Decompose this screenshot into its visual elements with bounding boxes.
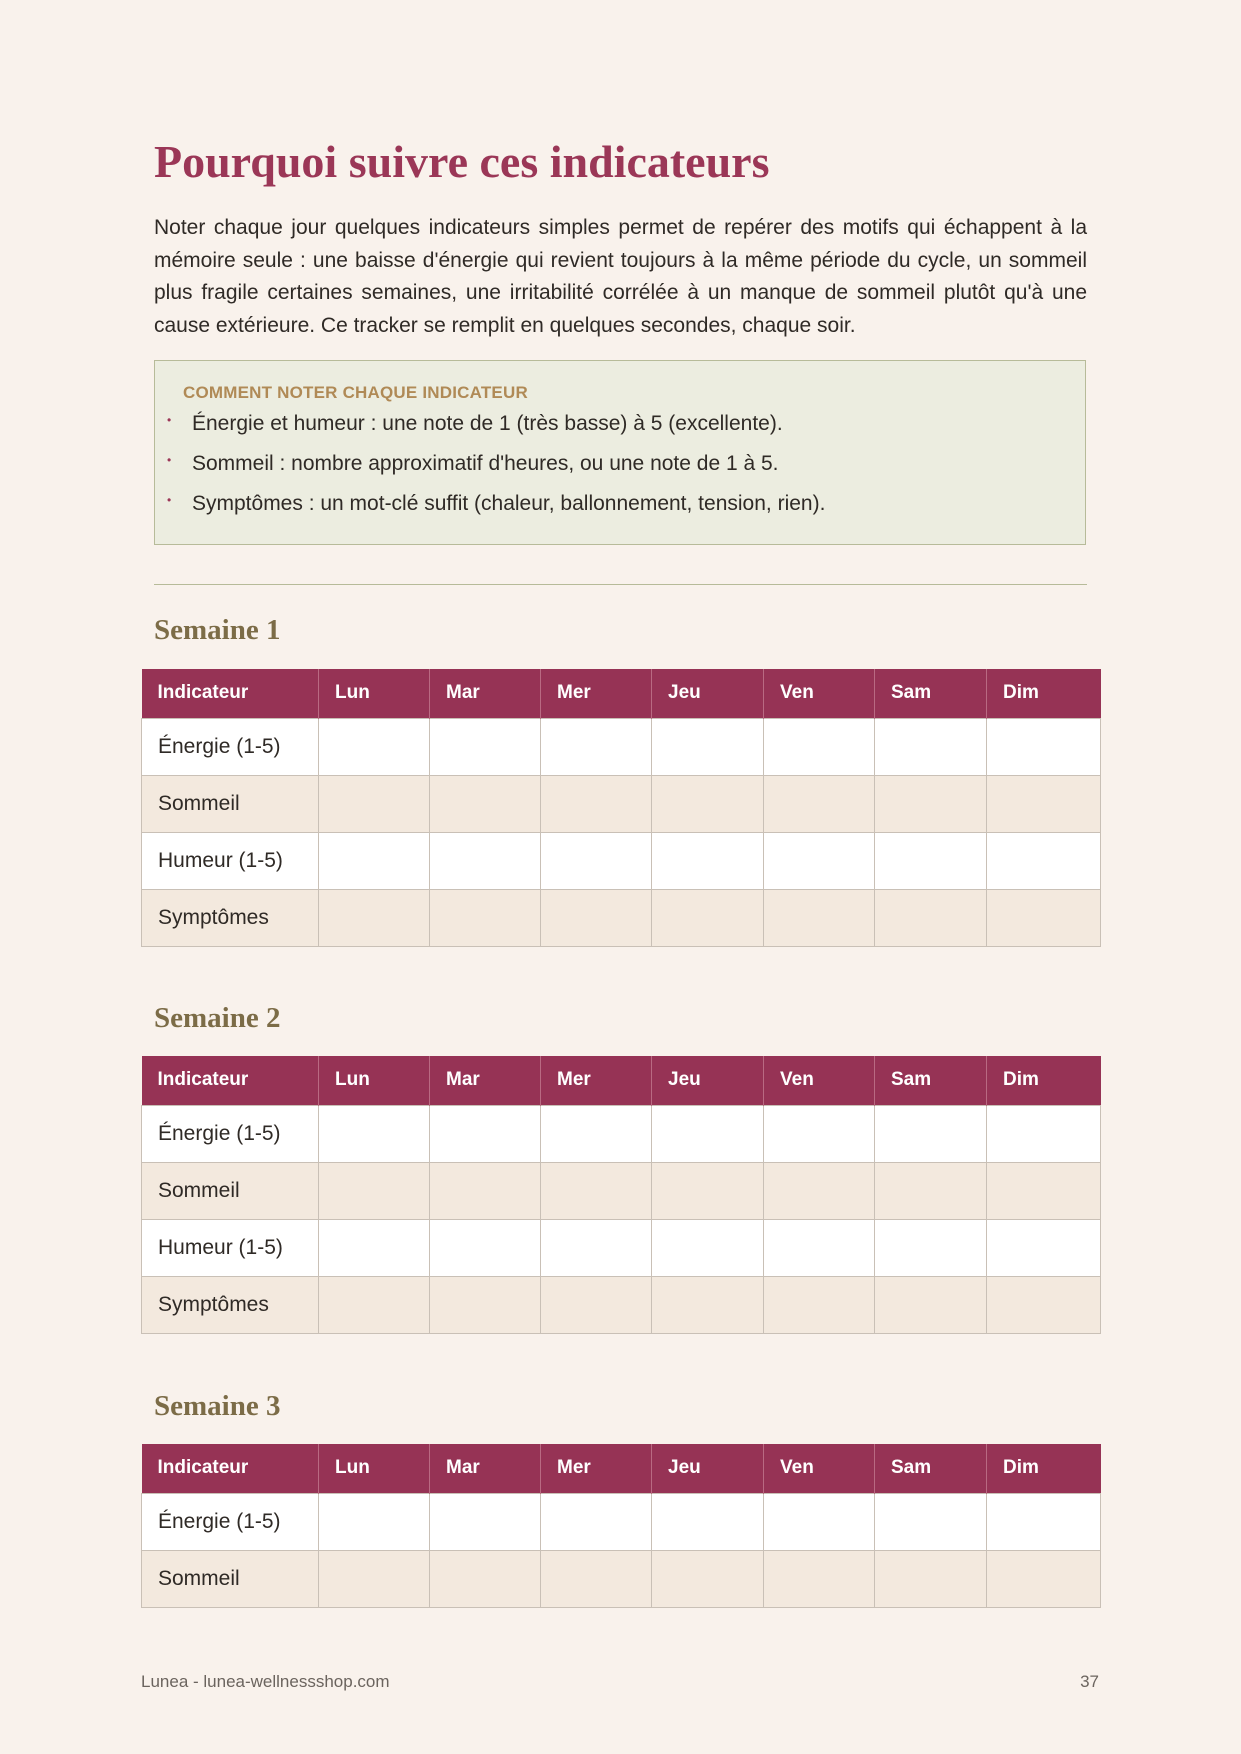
indicator-label: Humeur (1-5) — [142, 1219, 319, 1276]
bullet-icon: • — [167, 493, 172, 507]
day-entry-cell[interactable] — [430, 1493, 541, 1550]
day-entry-cell[interactable] — [987, 1550, 1101, 1607]
bullet-icon: • — [167, 413, 172, 427]
page-title: Pourquoi suivre ces indicateurs — [154, 136, 770, 187]
day-entry-cell[interactable] — [764, 1550, 875, 1607]
table-row — [142, 832, 1101, 889]
day-entry-cell[interactable] — [319, 1219, 430, 1276]
table-header-row — [142, 1444, 1101, 1493]
footer-site: Lunea - lunea-wellnessshop.com — [141, 1672, 390, 1691]
day-entry-cell[interactable] — [319, 832, 430, 889]
section-divider — [154, 584, 1087, 585]
day-entry-cell[interactable] — [764, 1105, 875, 1162]
day-entry-cell[interactable] — [430, 1219, 541, 1276]
day-entry-cell[interactable] — [430, 775, 541, 832]
table-row — [142, 1162, 1101, 1219]
day-entry-cell[interactable] — [875, 832, 987, 889]
table-row — [142, 889, 1101, 946]
column-header: Jeu — [652, 1444, 764, 1493]
day-entry-cell[interactable] — [430, 832, 541, 889]
day-entry-cell[interactable] — [987, 832, 1101, 889]
week-tracker-table — [141, 1444, 1101, 1608]
day-entry-cell[interactable] — [652, 889, 764, 946]
table-row — [142, 718, 1101, 775]
week-title: Semaine 3 — [154, 1390, 281, 1422]
day-entry-cell[interactable] — [875, 1493, 987, 1550]
day-entry-cell[interactable] — [987, 775, 1101, 832]
tip-text: Symptômes : un mot-clé suffit (chaleur, ballonnement, tension, rien). — [192, 492, 826, 515]
day-entry-cell[interactable] — [541, 1550, 652, 1607]
column-header: Indicateur — [142, 669, 319, 718]
page-number: 37 — [1080, 1672, 1099, 1691]
day-entry-cell[interactable] — [875, 1550, 987, 1607]
day-entry-cell[interactable] — [541, 889, 652, 946]
week-tracker-table — [141, 1056, 1101, 1334]
day-entry-cell[interactable] — [875, 1276, 987, 1333]
day-entry-cell[interactable] — [764, 775, 875, 832]
indicator-label: Symptômes — [142, 1276, 319, 1333]
day-entry-cell[interactable] — [652, 1162, 764, 1219]
day-entry-cell[interactable] — [652, 1550, 764, 1607]
day-entry-cell[interactable] — [652, 1219, 764, 1276]
day-entry-cell[interactable] — [430, 1276, 541, 1333]
day-entry-cell[interactable] — [430, 889, 541, 946]
week-tracker-table — [141, 669, 1101, 947]
tips-title: COMMENT NOTER CHAQUE INDICATEUR — [183, 383, 528, 402]
day-entry-cell[interactable] — [319, 1105, 430, 1162]
tip-text: Sommeil : nombre approximatif d'heures, ou une note de 1 à 5. — [192, 452, 779, 475]
column-header: Jeu — [652, 669, 764, 718]
column-header: Sam — [875, 1056, 987, 1105]
day-entry-cell[interactable] — [541, 718, 652, 775]
table-header-row — [142, 669, 1101, 718]
column-header: Ven — [764, 1056, 875, 1105]
tip-text: Énergie et humeur : une note de 1 (très basse) à 5 (excellente). — [192, 412, 783, 435]
day-entry-cell[interactable] — [319, 1162, 430, 1219]
tips-box — [154, 360, 1086, 545]
day-entry-cell[interactable] — [541, 832, 652, 889]
day-entry-cell[interactable] — [764, 1219, 875, 1276]
day-entry-cell[interactable] — [541, 1276, 652, 1333]
day-entry-cell[interactable] — [987, 1276, 1101, 1333]
day-entry-cell[interactable] — [652, 1105, 764, 1162]
day-entry-cell[interactable] — [541, 1162, 652, 1219]
day-entry-cell[interactable] — [987, 718, 1101, 775]
column-header: Sam — [875, 669, 987, 718]
table-header-row — [142, 1056, 1101, 1105]
day-entry-cell[interactable] — [987, 1219, 1101, 1276]
column-header: Dim — [987, 1444, 1101, 1493]
day-entry-cell[interactable] — [875, 1219, 987, 1276]
day-entry-cell[interactable] — [875, 889, 987, 946]
indicator-label: Sommeil — [142, 1162, 319, 1219]
day-entry-cell[interactable] — [319, 889, 430, 946]
day-entry-cell[interactable] — [541, 775, 652, 832]
day-entry-cell[interactable] — [319, 1550, 430, 1607]
column-header: Lun — [319, 1056, 430, 1105]
indicator-label: Énergie (1-5) — [142, 1493, 319, 1550]
day-entry-cell[interactable] — [764, 1276, 875, 1333]
column-header: Ven — [764, 1444, 875, 1493]
indicator-label: Sommeil — [142, 1550, 319, 1607]
column-header: Lun — [319, 1444, 430, 1493]
intro-paragraph: Noter chaque jour quelques indicateurs simples permet de repérer des motifs qui échappent à la mémoire seule : une baisse d'énergie qui revient toujours à la même période du cycle, un sommeil plus fragile certaines semaines, une irritabilité corrélée à un manque de sommeil plutôt qu'à une cause extérieure. Ce tracker se remplit en quelques secondes, chaque soir. — [154, 216, 1087, 337]
day-entry-cell[interactable] — [541, 1493, 652, 1550]
column-header: Indicateur — [142, 1056, 319, 1105]
day-entry-cell[interactable] — [875, 1162, 987, 1219]
day-entry-cell[interactable] — [319, 775, 430, 832]
day-entry-cell[interactable] — [430, 1550, 541, 1607]
week-title: Semaine 1 — [154, 614, 281, 646]
column-header: Mar — [430, 669, 541, 718]
indicator-label: Sommeil — [142, 775, 319, 832]
column-header: Ven — [764, 669, 875, 718]
indicator-label: Symptômes — [142, 889, 319, 946]
column-header: Indicateur — [142, 1444, 319, 1493]
column-header: Mar — [430, 1444, 541, 1493]
day-entry-cell[interactable] — [764, 889, 875, 946]
table-row — [142, 1105, 1101, 1162]
day-entry-cell[interactable] — [764, 718, 875, 775]
day-entry-cell[interactable] — [987, 889, 1101, 946]
day-entry-cell[interactable] — [652, 1276, 764, 1333]
day-entry-cell[interactable] — [764, 832, 875, 889]
day-entry-cell[interactable] — [430, 718, 541, 775]
column-header: Mer — [541, 1056, 652, 1105]
indicator-label: Énergie (1-5) — [142, 1105, 319, 1162]
column-header: Lun — [319, 669, 430, 718]
indicator-label: Humeur (1-5) — [142, 832, 319, 889]
day-entry-cell[interactable] — [541, 1219, 652, 1276]
column-header: Mar — [430, 1056, 541, 1105]
table-row — [142, 1276, 1101, 1333]
day-entry-cell[interactable] — [541, 1105, 652, 1162]
day-entry-cell[interactable] — [430, 1105, 541, 1162]
column-header: Dim — [987, 669, 1101, 718]
indicator-label: Énergie (1-5) — [142, 718, 319, 775]
table-row — [142, 775, 1101, 832]
day-entry-cell[interactable] — [652, 775, 764, 832]
day-entry-cell[interactable] — [319, 1493, 430, 1550]
day-entry-cell[interactable] — [652, 718, 764, 775]
day-entry-cell[interactable] — [319, 1276, 430, 1333]
day-entry-cell[interactable] — [764, 1162, 875, 1219]
day-entry-cell[interactable] — [875, 1105, 987, 1162]
day-entry-cell[interactable] — [764, 1493, 875, 1550]
column-header: Sam — [875, 1444, 987, 1493]
day-entry-cell[interactable] — [987, 1162, 1101, 1219]
week-title: Semaine 2 — [154, 1002, 281, 1034]
day-entry-cell[interactable] — [319, 718, 430, 775]
column-header: Dim — [987, 1056, 1101, 1105]
column-header: Jeu — [652, 1056, 764, 1105]
table-row — [142, 1550, 1101, 1607]
column-header: Mer — [541, 1444, 652, 1493]
table-row — [142, 1493, 1101, 1550]
day-entry-cell[interactable] — [987, 1105, 1101, 1162]
day-entry-cell[interactable] — [987, 1493, 1101, 1550]
table-row — [142, 1219, 1101, 1276]
day-entry-cell[interactable] — [652, 1493, 764, 1550]
day-entry-cell[interactable] — [875, 775, 987, 832]
column-header: Mer — [541, 669, 652, 718]
day-entry-cell[interactable] — [652, 832, 764, 889]
bullet-icon: • — [167, 453, 172, 467]
day-entry-cell[interactable] — [430, 1162, 541, 1219]
day-entry-cell[interactable] — [875, 718, 987, 775]
